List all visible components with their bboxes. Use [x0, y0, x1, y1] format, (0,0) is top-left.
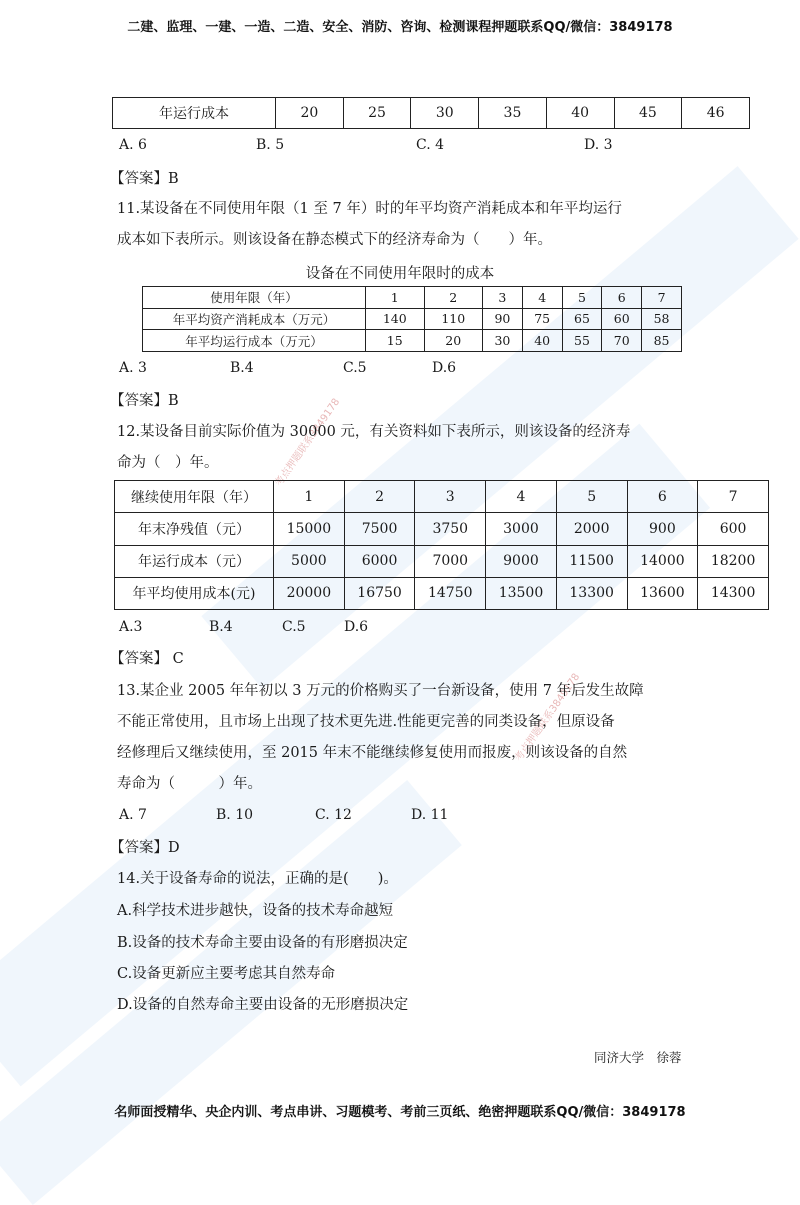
q13-option-a: A. 7: [119, 807, 147, 823]
table-cell: 14300: [698, 577, 769, 609]
table-cell: 20: [424, 330, 483, 352]
q12-option-c: C.5: [282, 619, 306, 635]
table-cell: 4: [522, 287, 562, 309]
table-row: [143, 308, 682, 330]
q12-answer: 【答案】 C: [110, 651, 184, 667]
q12-option-d: D.6: [344, 619, 369, 635]
table-cell: 16750: [344, 577, 415, 609]
top-table: [112, 97, 750, 129]
table-cell: 75: [522, 308, 562, 330]
q10-option-d: D. 3: [584, 137, 613, 153]
page-footer: 名师面授精华、央企内训、考点串讲、习题模考、考前三页纸、绝密押题联系QQ/微信：3849178: [114, 1105, 686, 1120]
table-cell: 55: [562, 330, 602, 352]
q11-stem-line1: 11.某设备在不同使用年限（1 至 7 年）时的年平均资产消耗成本和年平均运行: [117, 201, 622, 217]
q11-option-a: A. 3: [119, 360, 147, 376]
table-cell: 3000: [486, 513, 557, 545]
q14-option-c: C.设备更新应主要考虑其自然寿命: [117, 966, 336, 982]
table-cell: 1: [366, 287, 425, 309]
table-cell-label: 年平均使用成本(元): [115, 577, 274, 609]
table-row: [143, 287, 682, 309]
table-cell: 7: [698, 481, 769, 513]
watermark-text-1: 考点押题联系3849178: [273, 396, 343, 489]
table-cell: 2000: [556, 513, 627, 545]
table-cell: 25: [343, 98, 411, 129]
table-cell: 90: [483, 308, 523, 330]
q10-option-b: B. 5: [256, 137, 285, 153]
table-cell: 5: [562, 287, 602, 309]
author-signature: 同济大学 徐蓉: [594, 1050, 682, 1065]
q10-option-c: C. 4: [416, 137, 445, 153]
table-row: [115, 481, 769, 513]
table-row: [143, 330, 682, 352]
q11-stem-line2: 成本如下表所示。则该设备在静态模式下的经济寿命为（ ）年。: [117, 232, 552, 248]
q13-stem-line3: 经修理后又继续使用，至 2015 年末不能继续修复使用而报废，则该设备的自然: [117, 745, 628, 761]
table-cell: 2: [424, 287, 483, 309]
table-cell: 18200: [698, 545, 769, 577]
q13-option-b: B. 10: [216, 807, 254, 823]
q10-option-a: A. 6: [119, 137, 147, 153]
table-cell: 4: [486, 481, 557, 513]
q11-table-caption: 设备在不同使用年限时的成本: [305, 266, 495, 282]
watermark-text-2: 考点押题联系3849178: [513, 671, 583, 764]
table-cell: 5: [556, 481, 627, 513]
table-row: [113, 98, 750, 129]
table-cell: 20000: [274, 577, 345, 609]
table-cell: 11500: [556, 545, 627, 577]
table-cell-label: 年末净残值（元）: [115, 513, 274, 545]
table-cell-label: 年运行成本（元）: [115, 545, 274, 577]
q14-option-d: D.设备的自然寿命主要由设备的无形磨损决定: [117, 997, 409, 1013]
table-cell: 3750: [415, 513, 486, 545]
table-cell: 58: [642, 308, 682, 330]
q11-table: [142, 286, 682, 352]
q11-option-b: B.4: [230, 360, 254, 376]
table-cell-label: 继续使用年限（年）: [115, 481, 274, 513]
table-cell: 40: [546, 98, 614, 129]
q12-stem-line2: 命为（ ）年。: [117, 455, 219, 471]
table-cell: 13600: [627, 577, 698, 609]
table-cell: 2: [344, 481, 415, 513]
q13-stem-line2: 不能正常使用，且市场上出现了技术更先进.性能更完善的同类设备，但原设备: [117, 714, 615, 730]
table-cell: 14750: [415, 577, 486, 609]
table-cell-label: 年平均资产消耗成本（万元）: [143, 308, 366, 330]
table-cell: 60: [602, 308, 642, 330]
table-cell: 40: [522, 330, 562, 352]
table-cell: 14000: [627, 545, 698, 577]
page-header: 二建、监理、一建、一造、二造、安全、消防、咨询、检测课程押题联系QQ/微信：3849178: [127, 20, 673, 35]
table-cell: 7: [642, 287, 682, 309]
q13-option-d: D. 11: [411, 807, 449, 823]
table-cell: 6000: [344, 545, 415, 577]
table-cell: 140: [366, 308, 425, 330]
q14-stem: 14.关于设备寿命的说法，正确的是( )。: [117, 871, 398, 887]
table-cell: 85: [642, 330, 682, 352]
q12-table: [114, 480, 769, 610]
q13-stem-line1: 13.某企业 2005 年年初以 3 万元的价格购买了一台新设备，使用 7 年后发生故障: [117, 683, 644, 699]
q13-stem-line4: 寿命为（ ）年。: [117, 776, 262, 792]
table-cell-label: 使用年限（年）: [143, 287, 366, 309]
table-cell: 30: [411, 98, 479, 129]
table-cell: 65: [562, 308, 602, 330]
table-cell: 35: [479, 98, 547, 129]
table-cell: 110: [424, 308, 483, 330]
table-cell: 7500: [344, 513, 415, 545]
q11-option-c: C.5: [343, 360, 367, 376]
table-cell: 30: [483, 330, 523, 352]
table-cell: 45: [614, 98, 682, 129]
q10-answer: 【答案】B: [110, 171, 179, 187]
table-cell-label: 年运行成本: [113, 98, 276, 129]
table-cell: 15000: [274, 513, 345, 545]
table-cell: 13300: [556, 577, 627, 609]
table-cell: 20: [276, 98, 344, 129]
table-cell: 1: [274, 481, 345, 513]
q14-option-a: A.科学技术进步越快，设备的技术寿命越短: [117, 903, 394, 919]
table-cell: 46: [682, 98, 750, 129]
q11-option-d: D.6: [432, 360, 457, 376]
table-cell: 3: [415, 481, 486, 513]
table-cell: 600: [698, 513, 769, 545]
table-row: [115, 545, 769, 577]
table-cell: 70: [602, 330, 642, 352]
table-cell: 9000: [486, 545, 557, 577]
q13-option-c: C. 12: [315, 807, 352, 823]
table-cell: 5000: [274, 545, 345, 577]
table-cell: 13500: [486, 577, 557, 609]
table-cell: 6: [627, 481, 698, 513]
table-cell: 15: [366, 330, 425, 352]
table-cell: 3: [483, 287, 523, 309]
q14-option-b: B.设备的技术寿命主要由设备的有形磨损决定: [117, 935, 408, 951]
q12-stem-line1: 12.某设备目前实际价值为 30000 元，有关资料如下表所示，则该设备的经济寿: [117, 424, 631, 440]
q13-answer: 【答案】D: [110, 840, 180, 856]
q12-option-b: B.4: [209, 619, 233, 635]
q12-option-a: A.3: [119, 619, 143, 635]
table-row: [115, 513, 769, 545]
table-cell: 900: [627, 513, 698, 545]
table-row: [115, 577, 769, 609]
table-cell: 6: [602, 287, 642, 309]
table-cell-label: 年平均运行成本（万元）: [143, 330, 366, 352]
q11-answer: 【答案】B: [110, 393, 179, 409]
table-cell: 7000: [415, 545, 486, 577]
